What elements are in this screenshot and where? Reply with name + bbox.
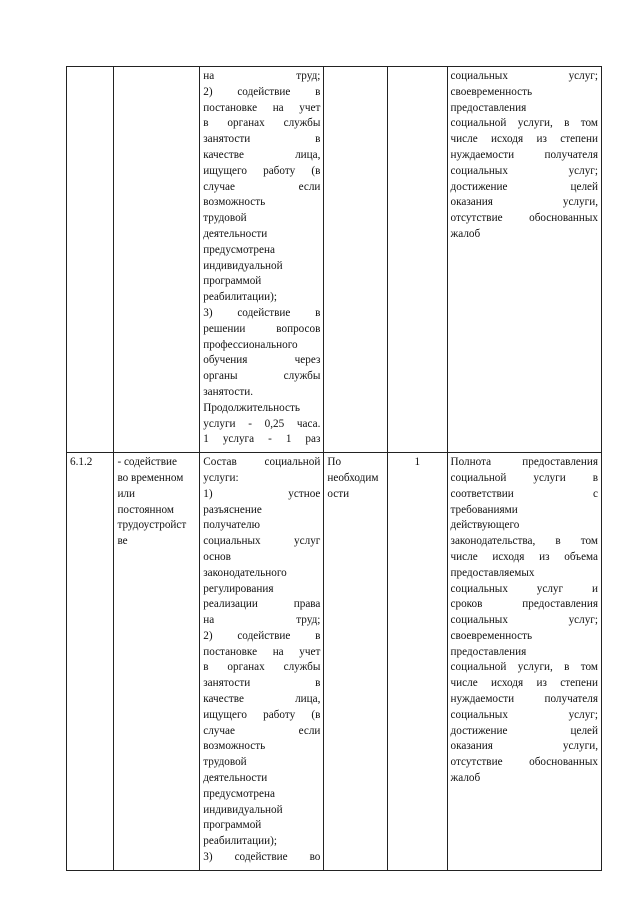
text-line: услуги - 0,25 часа. [203,417,321,430]
text-line: постановке на учет [203,645,321,658]
text-line: числе исходя из степени [450,677,598,690]
text-line: социальной услуги в [450,471,598,484]
text-line: нуждаемости получателя [450,693,598,706]
service-name-cell [114,453,200,871]
text-line: программой [203,275,262,288]
service-description [203,455,320,866]
quality-indicators-cell [447,453,601,871]
text-line: решении вопросов [203,322,321,335]
text-line: ве [117,535,128,548]
text-line: во временном [117,471,184,484]
text-line: 2) содействие в [203,85,321,98]
text-line: занятости в [203,133,321,146]
text-line: качестве лица, [203,693,321,706]
text-line: 1) устное [203,487,321,500]
service-description-cell [200,67,324,453]
text-line: действующего [450,519,520,532]
text-line: индивидуальной [203,803,283,816]
text-line: оказания услуги, [450,740,598,753]
text-line: деятельности [203,772,268,785]
text-line: получателю [203,519,260,532]
text-line: отсутствие обоснованных [450,756,598,769]
text-line: По [327,456,342,469]
table-row [67,453,602,871]
text-line: на труд; [203,614,321,627]
service-term [327,455,384,502]
text-line: числе исходя из степени [450,133,598,146]
text-line: предоставления [450,101,527,114]
text-line: социальных услуг и [450,582,598,595]
text-line: индивидуальной [203,259,283,272]
text-line: реабилитации); [203,835,277,848]
text-line: социальных услуг; [450,164,598,177]
text-line: оказания услуги, [450,196,598,209]
text-line: 1 услуга - 1 раз [203,433,321,446]
text-line: законодательства, в том [450,535,598,548]
service-description [203,69,320,448]
text-line: на труд; [203,70,321,82]
service-description-cell [200,453,324,871]
services-table [66,66,602,871]
quality-indicators [451,69,598,243]
text-line: регулирования [203,582,274,595]
text-line: предоставления [450,645,527,658]
text-line: социальных услуг; [450,614,598,627]
service-term-cell [324,453,388,871]
text-line: 2) содействие в [203,629,321,642]
text-line: сроков предоставления [450,598,598,611]
text-line: - содействие [117,456,177,469]
text-line: основ [203,550,231,563]
text-line: разъяснение [203,503,262,516]
text-line: случае если [203,724,321,737]
text-line: трудовой [203,212,247,225]
text-line: предусмотрена [203,243,275,256]
quality-indicators [451,455,598,787]
text-line: жалоб [450,772,481,785]
text-line: или [117,487,135,500]
text-line: социальной услуги, в том [450,117,598,130]
row-number-cell [67,453,114,871]
text-line: законодательного [203,566,287,579]
text-line: качестве лица, [203,148,321,161]
text-line: 3) содействие в [203,306,321,319]
text-line: деятельности [203,227,268,240]
text-line: реализации права [203,598,321,611]
quality-indicators-cell [447,67,601,453]
text-line: постановке на учет [203,101,321,114]
text-line: услуги: [203,471,239,484]
text-line: обучения через [203,354,321,367]
text-line: органы службы [203,370,321,383]
text-line: трудовой [203,756,247,769]
row-number: 6.1.2 [70,456,93,469]
text-line: социальной услуги, в том [450,661,598,674]
text-line: достижение целей [450,180,598,193]
text-line: возможность [203,196,266,209]
text-line: занятости. [203,385,254,398]
text-line: необходим [327,471,379,484]
text-line: своевременность [450,629,533,642]
service-name [117,455,196,550]
text-line: ищущего работу (в [203,708,321,721]
text-line: соответствии с [450,487,598,500]
service-volume: 1 [414,456,421,469]
text-line: программой [203,819,262,832]
text-line: 3) содействие во [203,851,321,864]
text-line: Продолжительность [203,401,300,414]
text-line: в органах службы [203,117,321,130]
text-line: занятости в [203,677,321,690]
text-line: предусмотрена [203,787,275,800]
text-line: нуждаемости получателя [450,148,598,161]
text-line: числе исходя из объема [450,550,598,563]
text-line: случае если [203,180,321,193]
text-line: предоставляемых [450,566,535,579]
text-line: в органах службы [203,661,321,674]
text-line: реабилитации); [203,291,277,304]
text-line: ищущего работу (в [203,164,321,177]
table-row [67,67,602,453]
service-volume-cell [387,67,447,453]
text-line: социальных услуг; [450,708,598,721]
text-line: требованиями [450,503,518,516]
service-name-cell [114,67,200,453]
text-line: своевременность [450,85,533,98]
text-line: жалоб [450,227,481,240]
text-line: возможность [203,740,266,753]
text-line: ости [327,487,350,500]
row-number-cell [67,67,114,453]
service-term-cell [324,67,388,453]
text-line: Состав социальной [203,456,321,469]
text-line: Полнота предоставления [450,456,598,469]
text-line: постоянном [117,503,174,516]
text-line: профессионального [203,338,298,351]
text-line: трудоустройст [117,519,187,532]
text-line: отсутствие обоснованных [450,212,598,225]
service-volume-cell [387,453,447,871]
text-line: достижение целей [450,724,598,737]
text-line: социальных услуг; [450,70,598,82]
text-line: социальных услуг [203,535,321,548]
